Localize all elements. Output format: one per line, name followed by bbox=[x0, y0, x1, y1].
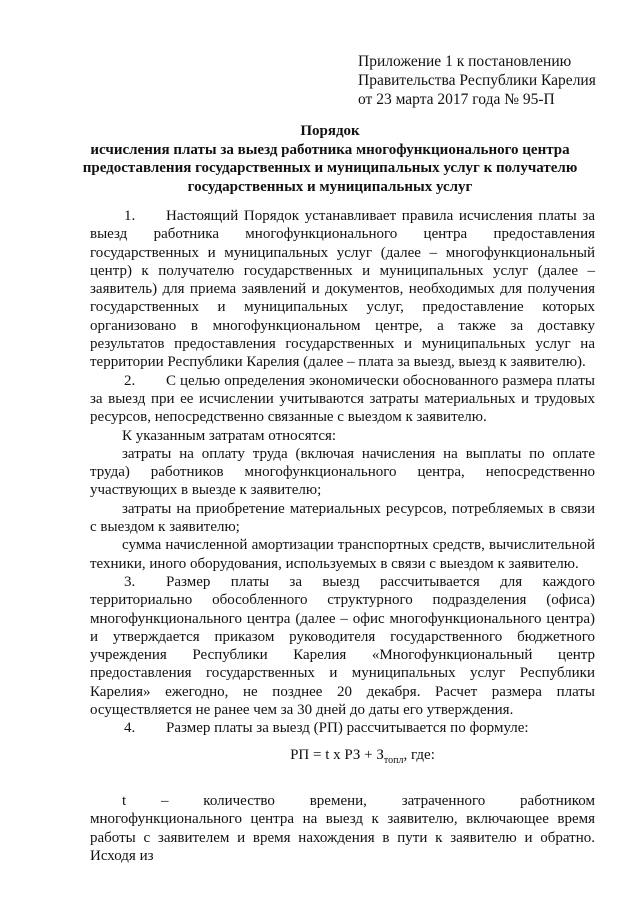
paragraph-3 bbox=[90, 573, 595, 719]
paragraph-2 bbox=[90, 372, 595, 427]
paragraph-4 bbox=[90, 719, 595, 737]
annex-line-1: Приложение 1 к постановлению bbox=[358, 53, 572, 70]
formula-tail: , где: bbox=[403, 746, 435, 763]
formula-subscript: топл bbox=[383, 754, 404, 766]
annex-reference bbox=[358, 52, 618, 109]
paragraph-1-text: Настоящий Порядок устанавливает правила исчисления платы за выезд работника многофункционального центра предоставления государственных и муниципальных услуг (далее – многофункциональный центр) к получателю государственных и муниципальных услуг (далее – заявитель) для приема заявлений и документов, необходимых для получения государственных и муниципальных услуг, предоставление которых организовано в многофункциональном центре, а также за доставку результатов предоставления государственных и муниципальных услуг на территории Республики Карелия (далее – плата за выезд, выезд к заявителю). bbox=[90, 208, 595, 371]
formula-main: РП = t x РЗ + З bbox=[290, 746, 384, 763]
annex-line-3: от 23 марта 2017 года № 95-П bbox=[358, 91, 555, 108]
paragraph-depreciation: сумма начисленной амортизации транспортных средств, вычислительной техники, иного оборудования, используемых в связи с выездом к заявителю. bbox=[90, 537, 595, 572]
paragraph-3-number: 3. bbox=[124, 573, 136, 590]
paragraph-2-number: 2. bbox=[124, 372, 136, 389]
paragraph-1 bbox=[90, 207, 595, 372]
title-line-2: исчисления платы за выезд работника многофункционального центра bbox=[90, 141, 570, 158]
paragraph-costs-intro: К указанным затратам относятся: bbox=[122, 427, 337, 444]
annex-line-2: Правительства Республики Карелия bbox=[358, 72, 596, 89]
document-title bbox=[80, 122, 580, 196]
document-body bbox=[90, 207, 595, 865]
paragraph-labor-costs: затраты на оплату труда (включая начисления на выплаты по оплате труда) работников многофункционального центра, непосредственно участвующих в выезде к заявителю; bbox=[90, 445, 595, 499]
title-line-3: предоставления государственных и муниципальных услуг к получателю bbox=[82, 160, 578, 176]
paragraph-material-costs: затраты на приобретение материальных ресурсов, потребляемых в связи с выездом к заявителю; bbox=[90, 500, 595, 536]
paragraph-1-number: 1. bbox=[124, 208, 136, 224]
paragraph-time-definition: t – количество времени, затраченного работником многофункционального центра на выезд к заявителю, включающее время работы с заявителем и время нахождения в пути к заявителю и обратно. Исходя из bbox=[90, 792, 595, 864]
paragraph-2-text: С целью определения экономически обоснованного размера платы за выезд при ее исчислении учитываются затраты материальных и трудовых ресурсов, непосредственно связанные с выездом к заявителю. bbox=[90, 372, 595, 426]
paragraph-4-text: Размер платы за выезд (РП) рассчитывается по формуле: bbox=[166, 720, 529, 737]
title-line-1: Порядок bbox=[300, 123, 360, 139]
paragraph-3-text: Размер платы за выезд рассчитывается для каждого территориально обособленного структурного подразделения (офиса) многофункционального центра (далее – офис многофункционального центра) и утверждается приказом руководителя государственного бюджетного учреждения Республики Карелия «Многофункциональный центр предоставления государственных и муниципальных услуг Республики Карелия» ежегодно, не позднее 20 декабря. Расчет размера платы осуществляется не ранее чем за 30 дней до даты его утверждения. bbox=[90, 573, 595, 719]
paragraph-4-number: 4. bbox=[124, 720, 136, 737]
title-line-4: государственных и муниципальных услуг bbox=[187, 178, 473, 195]
fee-formula bbox=[90, 746, 595, 770]
